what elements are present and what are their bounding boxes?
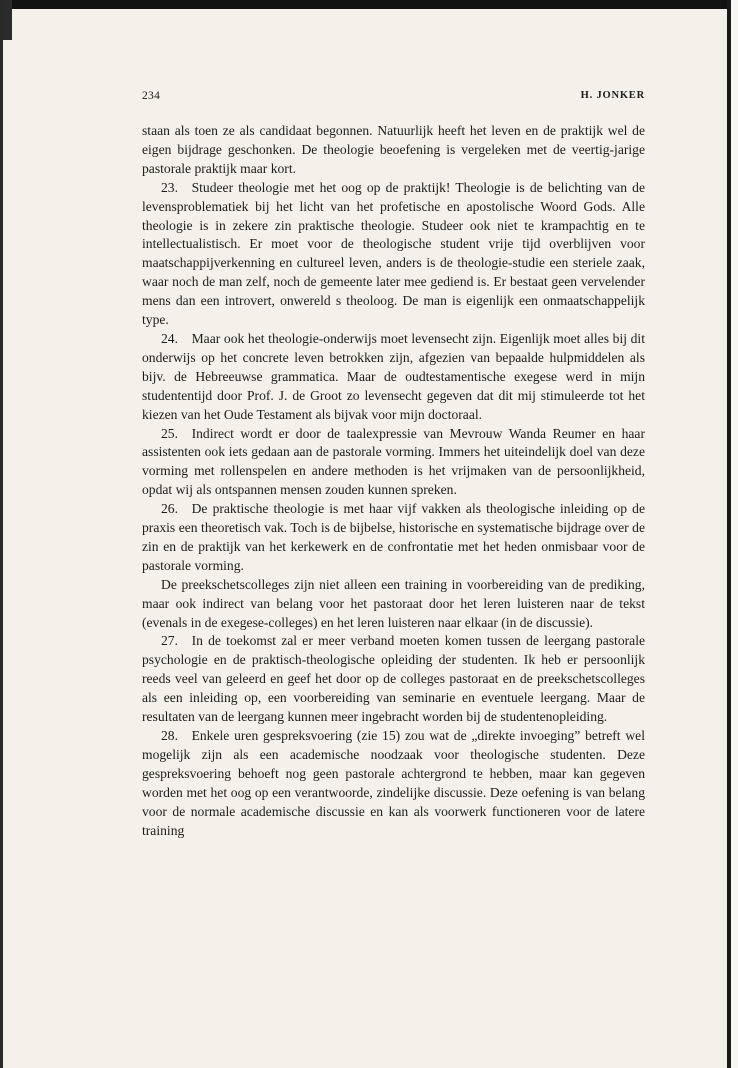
paragraph-25: 25. Indirect wordt er door de taalexpressie van Mevrouw Wanda Reumer en haar assistenten ook iets gedaan aan de pastorale vorming. Immers het uiteindelijk doel van deze vorming met rollenspelen en andere methoden is het vrijmaken van de persoonlijkheid, opdat wij als ontspannen mensen zouden kunnen spreken. <box>142 425 645 498</box>
running-head-author: H. JONKER <box>580 90 645 101</box>
paragraph-23: 23. Studeer theologie met het oog op de praktijk! Theologie is de belichting van de levensproblematiek bij het licht van het profetische en apostolische Woord Gods. Alle theologie is in zekere zin praktische theologie. Studeer ook niet te krampachtig en te intellectualistisch. Er moet voor de theologische student vrije tijd overblijven voor maatschappijverkenning en cultureel leven, anders is de theologie-studie een steriele zaak, waar noch de man zelf, noch de gemeente later mee gediend is. Er bestaat geen vervelender mens dan een introvert, onwereld s theoloog. De man is eigenlijk een onmaatschappelijk type. <box>142 179 645 328</box>
paragraph-28: 28. Enkele uren gespreksvoering (zie 15) zou wat de „direkte invoeging” betreft wel mogelijk zijn als een academische noodzaak voor theologische studenten. Deze gespreksvoering behoeft nog geen pastorale achtergrond te hebben, maar kan gegeven worden met het oog op een verantwoorde, zindelijke discussie. Deze oefening is van belang voor de normale academische discussie en kan als voorwerk functioneren voor de latere training <box>142 728 645 838</box>
running-head <box>142 90 645 108</box>
scan-border-top <box>0 0 738 9</box>
paragraph-26: 26. De praktische theologie is met haar vijf vakken als theologische inleiding op de praxis een theoretisch vak. Toch is de bijbelse, historische en systematische bijdrage over de zin en de praktijk van het kerkewerk en de confrontatie met het heden onmisbaar voor de pastorale vorming. <box>142 501 645 573</box>
book-page <box>142 90 645 840</box>
text-body <box>142 122 645 840</box>
paragraph-continuation: staan als toen ze als candidaat begonnen. Natuurlijk heeft het leven en de praktijk wel de eigen bijdrage geschonken. De theologie beoefening is vergeleken met de veertig-jarige pastorale praktijk maar kort. <box>142 123 645 176</box>
scan-margin-right <box>731 0 738 1068</box>
page-number: 234 <box>142 90 161 102</box>
paragraph-24: 24. Maar ook het theologie-onderwijs moet levensecht zijn. Eigenlijk moet alles bij dit onderwijs op het concrete leven betrokken zijn, afgezien van bepaalde hulpmiddelen als bijv. de Hebreeuwse grammatica. Maar de oudtestamentische exegese werd in mijn studententijd door Prof. J. de Groot zo levensecht gegeven dat dit mij stimuleerde tot het kiezen van het Oude Testament als bijvak voor mijn doctoraal. <box>142 330 645 422</box>
paragraph-26-preekschetscolleges: De preekschetscolleges zijn niet alleen een training in voorbereiding van de prediking, maar ook indirect van belang voor het pastoraat door het leren luisteren naar de tekst (evenals in de exegese-colleges) en het leren luisteren naar elkaar (in de discussie). <box>142 576 645 630</box>
paragraph-27: 27. In de toekomst zal er meer verband moeten komen tussen de leergang pastorale psychologie en de praktisch-theologische opleiding der studenten. Ik heb er persoonlijk reeds veel van geleerd en geef het door op de colleges pastoraat en de preekschetscolleges als een inleiding op, een voorbereiding van seminarie en eventuele leergang. Maar de resultaten van de leergang kunnen meer ingebracht worden bij de studentenopleiding. <box>142 633 645 725</box>
scan-border-left <box>0 0 3 1068</box>
